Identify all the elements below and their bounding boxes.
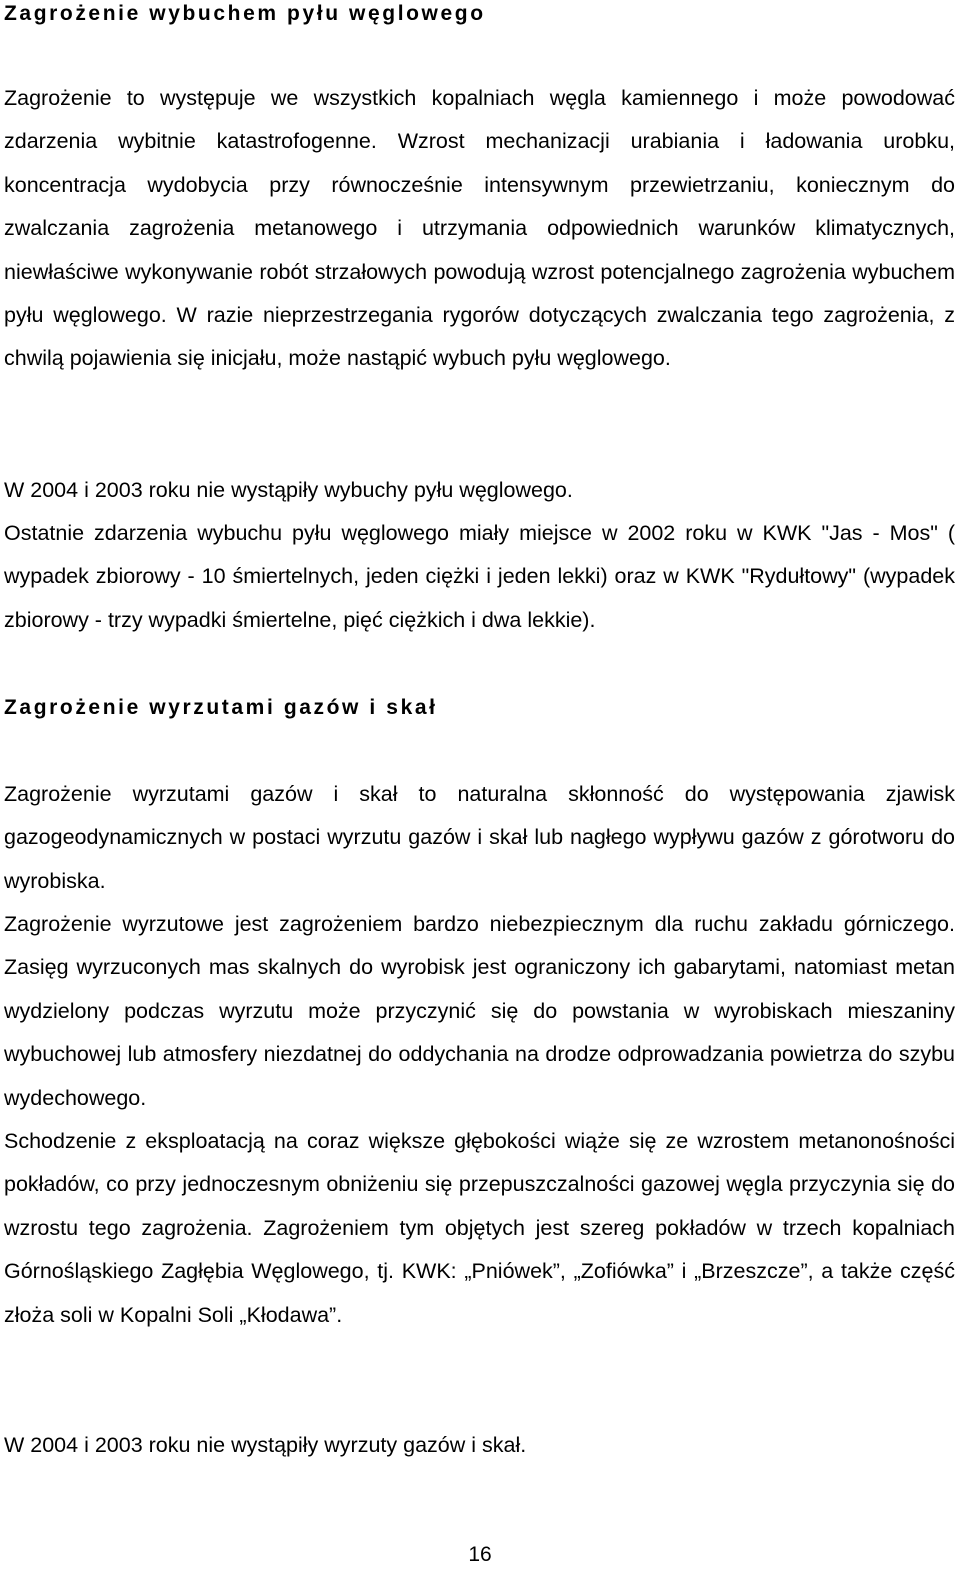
- paragraph-outburst-definition: Zagrożenie wyrzutami gazów i skał to naturalna skłonność do występowania zjawisk gazogeodynamicznych w postaci wyrzutu gazów i skał lub nagłego wypływu gazów z górotworu do wyrobiska.: [4, 782, 955, 893]
- paragraph-coal-dust-2004: W 2004 i 2003 roku nie wystąpiły wybuchy pyłu węglowego.: [4, 478, 573, 502]
- paragraph-coal-dust-recent-events: Ostatnie zdarzenia wybuchu pyłu węglowego miały miejsce w 2002 roku w KWK "Jas - Mos" ( wypadek zbiorowy - 10 śmiertelnych, jeden ciężki i jeden lekki) oraz w KWK "Rydułtowy" (wypadek zbiorowy - trzy wypadki śmiertelne, pięć ciężkich i dwa lekkie).: [4, 521, 955, 632]
- paragraph-coal-dust-intro: Zagrożenie to występuje we wszystkich kopalniach węgla kamiennego i może powodować zdarzenia wybitnie katastrofogenne. Wzrost mechanizacji urabiania i ładowania urobku, koncentracja wydobycia przy równocześnie intensywnym przewietrzaniu, koniecznym do zwalczania zagrożenia metanowego i utrzymania odpowiednich warunków klimatycznych, niewłaściwe wykonywanie robót strzałowych powodują wzrost potencjalnego zagrożenia wybuchem pyłu węglowego. W razie nieprzestrzegania rygorów dotyczących zwalczania tego zagrożenia, z chwilą pojawienia się inicjału, może nastąpić wybuch pyłu węglowego.: [4, 86, 955, 371]
- page-number: 16: [468, 1543, 492, 1566]
- section-heading-coal-dust: Zagrożenie wybuchem pyłu węglowego: [4, 2, 486, 25]
- paragraph-outburst-danger: Zagrożenie wyrzutowe jest zagrożeniem bardzo niebezpiecznym dla ruchu zakładu górniczego. Zasięg wyrzuconych mas skalnych do wyrobisk jest ograniczony ich gabarytami, natomiast metan wydzielony podczas wyrzutu może przyczynić się do powstania w wyrobiskach mieszaniny wybuchowej lub atmosfery niezdatnej do oddychania na drodze odprowadzania powietrza do szybu wydechowego.: [4, 912, 955, 1110]
- paragraph-outburst-depth: Schodzenie z eksploatacją na coraz większe głębokości wiąże się ze wzrostem metanonośności pokładów, co przy jednoczesnym obniżeniu się przepuszczalności gazowej węgla przyczynia się do wzrostu tego zagrożenia. Zagrożeniem tym objętych jest szereg pokładów w trzech kopalniach Górnośląskiego Zagłębia Węglowego, tj. KWK: „Pniówek”, „Zofiówka” i „Brzeszcze”, a także część złoża soli w Kopalni Soli „Kłodawa”.: [4, 1129, 955, 1327]
- section-heading-gas-rock-outbursts: Zagrożenie wyrzutami gazów i skał: [4, 696, 438, 719]
- paragraph-outburst-2004: W 2004 i 2003 roku nie wystąpiły wyrzuty gazów i skał.: [4, 1433, 527, 1457]
